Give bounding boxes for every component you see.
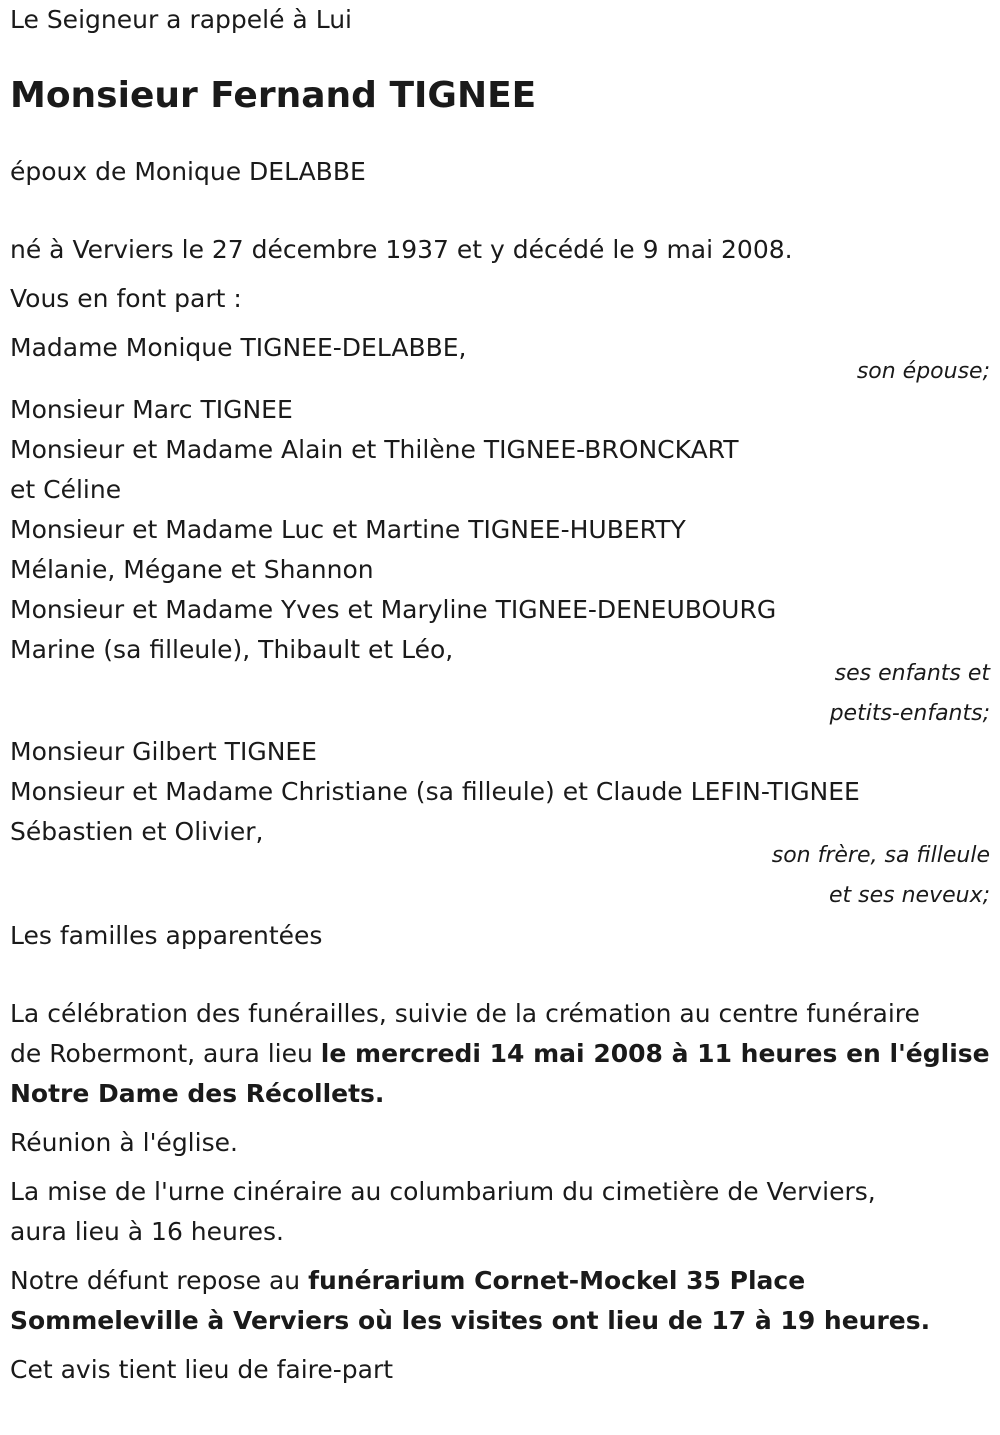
- family-group-siblings: [10, 732, 990, 916]
- ceremony-text: de Robermont, aura lieu: [10, 1039, 321, 1068]
- funeral-home: funérarium Cornet-Mockel 35 Place: [308, 1266, 806, 1295]
- meeting-line: Réunion à l'église.: [10, 1128, 238, 1157]
- ceremony-line: La célébration des funérailles, suivie de la crémation au centre funéraire: [10, 999, 920, 1028]
- relation-label: et ses neveux;: [828, 883, 990, 908]
- deceased-name: Monsieur Fernand TIGNEE: [10, 75, 537, 116]
- family-group-children: [10, 390, 990, 734]
- ceremony-church: Notre Dame des Récollets.: [10, 1079, 385, 1108]
- family-member: Marine (sa filleule), Thibault et Léo,: [10, 635, 454, 664]
- relation-label: petits-enfants;: [829, 701, 990, 726]
- rest-text: Notre défunt repose au: [10, 1266, 309, 1295]
- relation-label: ses enfants et: [834, 661, 990, 686]
- relation-label: son épouse;: [856, 359, 990, 384]
- visiting-hours: Sommeleville à Verviers où les visites ont lieu de 17 à 19 heures.: [10, 1306, 931, 1335]
- urn-paragraph: [10, 1172, 990, 1252]
- family-member: Monsieur et Madame Alain et Thilène TIGNEE-BRONCKART: [10, 435, 739, 464]
- spouse-line: époux de Monique DELABBE: [10, 157, 366, 186]
- closing-line: Cet avis tient lieu de faire-part: [10, 1355, 394, 1384]
- family-member: Madame Monique TIGNEE-DELABBE,: [10, 333, 467, 362]
- family-member: Mélanie, Mégane et Shannon: [10, 555, 374, 584]
- family-member: Monsieur et Madame Yves et Maryline TIGNEE-DENEUBOURG: [10, 595, 777, 624]
- family-member: Monsieur et Madame Christiane (sa filleule) et Claude LEFIN-TIGNEE: [10, 777, 860, 806]
- family-member: Monsieur Marc TIGNEE: [10, 395, 293, 424]
- rest-paragraph: [10, 1261, 990, 1341]
- extended-families: Les familles apparentées: [10, 921, 323, 950]
- heading: Le Seigneur a rappelé à Lui: [10, 5, 352, 34]
- family-group-spouse: [10, 328, 990, 392]
- rest-line: [10, 1261, 990, 1301]
- family-member: Sébastien et Olivier,: [10, 817, 264, 846]
- urn-line: aura lieu à 16 heures.: [10, 1217, 284, 1246]
- urn-line: La mise de l'urne cinéraire au columbarium du cimetière de Verviers,: [10, 1177, 876, 1206]
- intro-line: Vous en font part :: [10, 284, 242, 313]
- ceremony-date: le mercredi 14 mai 2008 à 11 heures en l'église: [320, 1039, 990, 1068]
- family-member: Monsieur et Madame Luc et Martine TIGNEE-HUBERTY: [10, 515, 686, 544]
- birth-death-line: né à Verviers le 27 décembre 1937 et y décédé le 9 mai 2008.: [10, 235, 793, 264]
- family-member: Monsieur Gilbert TIGNEE: [10, 737, 317, 766]
- ceremony-line: [10, 1034, 990, 1074]
- ceremony-paragraph: [10, 994, 990, 1114]
- relation-label: son frère, sa filleule: [771, 843, 990, 868]
- family-member: et Céline: [10, 475, 122, 504]
